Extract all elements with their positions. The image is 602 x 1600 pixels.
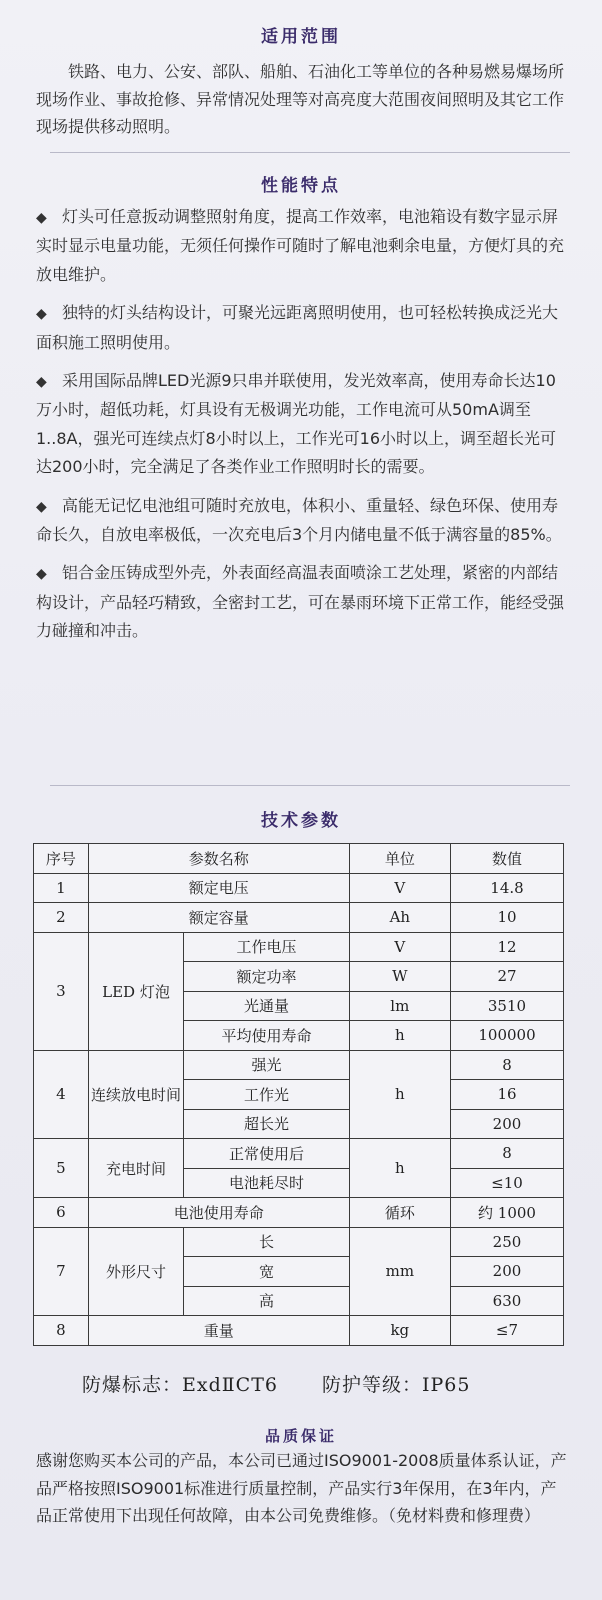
- param-name: 电池耗尽时: [184, 1168, 349, 1198]
- header-cell: 序号: [34, 844, 89, 874]
- diamond-bullet-icon: ◆: [36, 374, 47, 391]
- quality-text: 感谢您购买本公司的产品，本公司已通过ISO9001-2008质量体系认证，产品严格按照ISO9001标准进行质量控制，产品实行3年保用，在3年内，产品正常使用下出现任何故障，由本公司免费维修。（免材料费和修理费）: [36, 1451, 567, 1525]
- scope-text: 铁路、电力、公安、部队、船舶、石油化工等单位的各种易燃易爆场所现场作业、事故抢修、异常情况处理等对高亮度大范围夜间照明及其它工作现场提供移动照明。: [36, 62, 565, 136]
- row-number: 7: [34, 1227, 89, 1316]
- feature-item: ◆ 采用国际品牌LED光源9只串并联使用，发光效率高，使用寿命长达10万小时，超低功耗，灯具设有无极调光功能，工作电流可从50mA调至1..8A，强光可连续点灯8小时以上，工作光可16小时以上，调至超长光可达200小时，完全满足了各类作业工作照明时长的需要。: [36, 367, 568, 482]
- param-unit: mm: [349, 1227, 450, 1316]
- param-value: 16: [450, 1080, 563, 1110]
- param-value: 200: [450, 1109, 563, 1139]
- features-list: [36, 203, 568, 656]
- row-number: 5: [34, 1139, 89, 1198]
- row-number: 8: [34, 1316, 89, 1346]
- divider: [50, 152, 570, 153]
- feature-item: ◆ 高能无记忆电池组可随时充放电，体积小、重量轻、绿色环保、使用寿命长久，自放电率极低，一次充电后3个月内储电量不低于满容量的85%。: [36, 492, 568, 550]
- param-unit: V: [349, 932, 450, 962]
- param-name: 长: [184, 1227, 349, 1257]
- param-name: 额定电压: [88, 873, 349, 903]
- diamond-bullet-icon: ◆: [36, 566, 47, 583]
- header-cell: 数值: [450, 844, 563, 874]
- param-value: 100000: [450, 1021, 563, 1051]
- param-value: 27: [450, 962, 563, 992]
- scope-title: 适用范围: [261, 27, 341, 47]
- param-unit: kg: [349, 1316, 450, 1346]
- table-row: [34, 1316, 564, 1346]
- table-row: [34, 873, 564, 903]
- param-value: 250: [450, 1227, 563, 1257]
- protection-grade: 防护等级：IP65: [321, 1374, 471, 1396]
- table-row: [34, 1139, 564, 1169]
- row-number: 3: [34, 932, 89, 1050]
- param-name: 额定容量: [88, 903, 349, 933]
- spec-table: [33, 843, 564, 1346]
- param-value: ≤7: [450, 1316, 563, 1346]
- param-unit: h: [349, 1139, 450, 1198]
- param-value: 3510: [450, 991, 563, 1021]
- divider: [50, 785, 570, 786]
- spec-title: 技术参数: [261, 811, 341, 831]
- diamond-bullet-icon: ◆: [36, 306, 47, 323]
- param-name: 工作电压: [184, 932, 349, 962]
- param-unit: 循环: [349, 1198, 450, 1228]
- param-group: 充电时间: [88, 1139, 184, 1198]
- table-row: [34, 1227, 564, 1257]
- diamond-bullet-icon: ◆: [36, 210, 47, 226]
- param-name: 超长光: [184, 1109, 349, 1139]
- param-unit: Ah: [349, 903, 450, 933]
- row-number: 4: [34, 1050, 89, 1139]
- diamond-bullet-icon: ◆: [36, 498, 47, 515]
- param-name: 强光: [184, 1050, 349, 1080]
- param-value: 约 1000: [450, 1198, 563, 1228]
- param-value: 8: [450, 1139, 563, 1169]
- param-unit: W: [349, 962, 450, 992]
- feature-item: ◆ 灯头可任意扳动调整照射角度，提高工作效率，电池箱设有数字显示屏实时显示电量功能，无须任何操作可随时了解电池剩余电量，方便灯具的充放电维护。: [36, 203, 568, 289]
- param-unit: h: [349, 1050, 450, 1139]
- feature-item: ◆ 铝合金压铸成型外壳，外表面经高温表面喷涂工艺处理，紧密的内部结构设计，产品轻巧精致，全密封工艺，可在暴雨环境下正常工作，能经受强力碰撞和冲击。: [36, 559, 568, 645]
- table-row: [34, 1050, 564, 1080]
- param-name: 平均使用寿命: [184, 1021, 349, 1051]
- param-name: 电池使用寿命: [88, 1198, 349, 1228]
- param-name: 光通量: [184, 991, 349, 1021]
- param-unit: h: [349, 1021, 450, 1051]
- param-value: 12: [450, 932, 563, 962]
- param-name: 工作光: [184, 1080, 349, 1110]
- table-row: [34, 932, 564, 962]
- param-name: 高: [184, 1286, 349, 1316]
- header-cell: 单位: [349, 844, 450, 874]
- row-number: 2: [34, 903, 89, 933]
- table-row: [34, 1198, 564, 1228]
- explosion-proof-mark: 防爆标志：ExdⅡCT6: [82, 1374, 278, 1396]
- row-number: 1: [34, 873, 89, 903]
- param-value: 630: [450, 1286, 563, 1316]
- param-unit: lm: [349, 991, 450, 1021]
- row-number: 6: [34, 1198, 89, 1228]
- certification-marks: [82, 1370, 470, 1397]
- param-value: 200: [450, 1257, 563, 1287]
- param-value: 10: [450, 903, 563, 933]
- table-header-row: [34, 844, 564, 874]
- param-value: ≤10: [450, 1168, 563, 1198]
- quality-title: 品质保证: [264, 1427, 337, 1445]
- table-row: [34, 903, 564, 933]
- param-group: LED 灯泡: [88, 932, 184, 1050]
- param-group: 外形尺寸: [88, 1227, 184, 1316]
- param-value: 14.8: [450, 873, 563, 903]
- param-name: 宽: [184, 1257, 349, 1287]
- param-group: 连续放电时间: [88, 1050, 184, 1139]
- param-name: 额定功率: [184, 962, 349, 992]
- header-cell: 参数名称: [88, 844, 349, 874]
- param-value: 8: [450, 1050, 563, 1080]
- param-unit: V: [349, 873, 450, 903]
- feature-item: ◆ 独特的灯头结构设计，可聚光远距离照明使用，也可轻松转换成泛光大面积施工照明使用。: [36, 299, 568, 357]
- param-name: 正常使用后: [184, 1139, 349, 1169]
- features-title: 性能特点: [261, 176, 341, 196]
- param-name: 重量: [88, 1316, 349, 1346]
